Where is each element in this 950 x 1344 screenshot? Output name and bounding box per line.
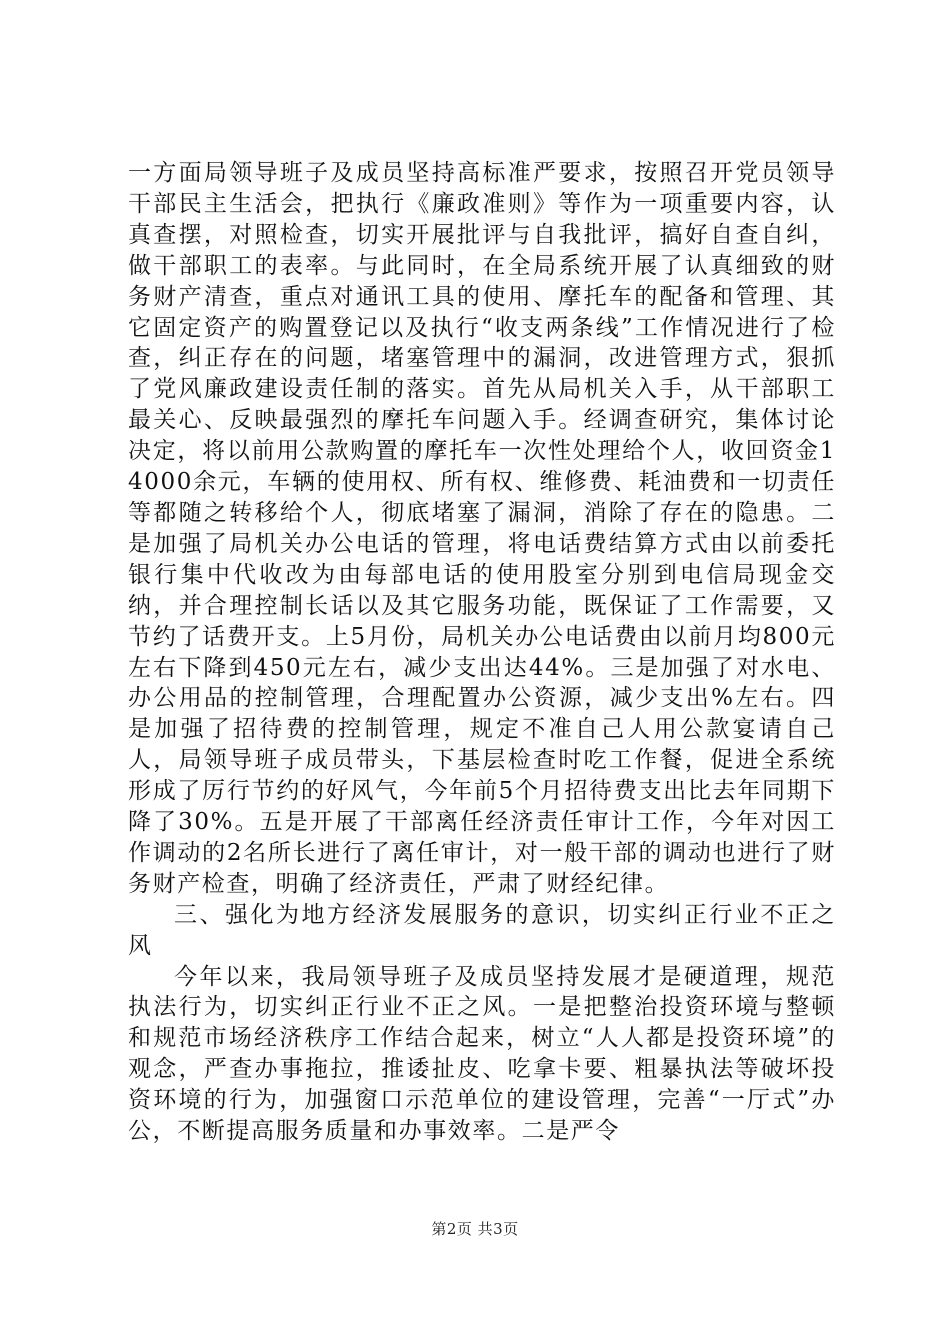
page-footer: 第2页 共3页 [431, 1220, 519, 1238]
body-paragraph-1: 一方面局领导班子及成员坚持高标准严要求，按照召开党员领导干部民主生活会，把执行《廉政准则》等作为一项重要内容，认真查摆，对照检查，切实开展批评与自我批评，搞好自查自纠，做干部职工的表率。与此同时，在全局系统开展了认真细致的财务财产清查，重点对通讯工具的使用、摩托车的配备和管理、其它固定资产的购置登记以及执行“收支两条线”工作情况进行了检查，纠正存在的问题，堵塞管理中的漏洞，改进管理方式，狠抓了党风廉政建设责任制的落实。首先从局机关入手，从干部职工最关心、反映最强烈的摩托车问题入手。经调查研究，集体讨论决定，将以前用公款购置的摩托车一次性处理给个人，收回资金14000余元，车辆的使用权、所有权、维修费、耗油费和一切责任等都随之转移给个人，彻底堵塞了漏洞，消除了存在的隐患。二是加强了局机关办公电话的管理，将电话费结算方式由以前委托银行集中代收改为由每部电话的使用股室分别到电信局现金交纳，并合理控制长话以及其它服务功能，既保证了工作需要，又节约了话费开支。上5月份，局机关办公电话费由以前月均800元左右下降到450元左右，减少支出达44%。三是加强了对水电、办公用品的控制管理，合理配置办公资源，减少支出%左右。四是加强了招待费的控制管理，规定不准自己人用公款宴请自己人，局领导班子成员带头，下基层检查时吃工作餐，促进全系统形成了厉行节约的好风气，今年前5个月招待费支出比去年同期下降了30%。五是开展了干部离任经济责任审计工作，今年对因工作调动的2名所长进行了离任审计，对一般干部的调动也进行了财务财产检查，明确了经济责任，严肃了财经纪律。 [128, 160, 836, 897]
body-paragraph-2: 今年以来，我局领导班子及成员坚持发展才是硬道理，规范执法行为，切实纠正行业不正之风。一是把整治投资环境与整顿和规范市场经济秩序工作结合起来，树立“人人都是投资环境”的观念，严查办事拖拉，推诿扯皮、吃拿卡要、粗暴执法等破坏投资环境的行为，加强窗口示范单位的建设管理，完善“一厅式”办公，不断提高服务质量和办事效率。二是严令 [128, 963, 836, 1145]
document-body [128, 158, 836, 1147]
section-heading: 三、强化为地方经济发展服务的意识，切实纠正行业不正之风 [128, 901, 836, 959]
